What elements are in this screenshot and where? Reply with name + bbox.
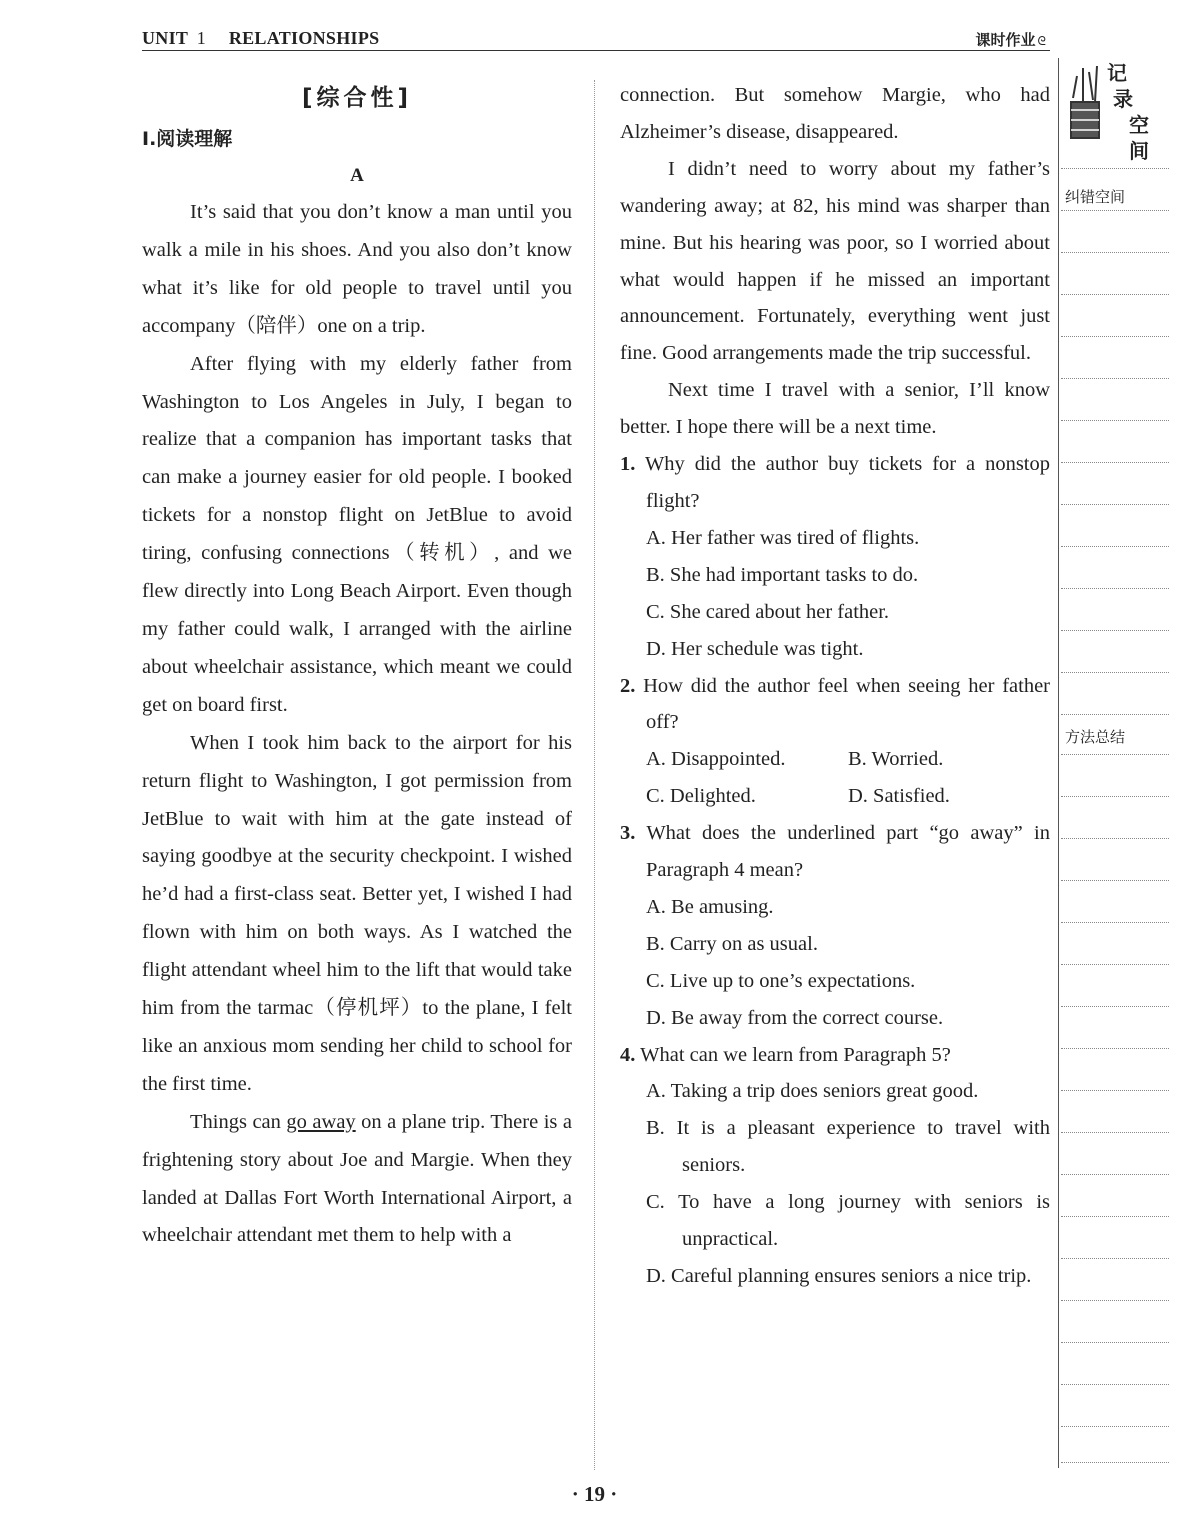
paragraph-2: After flying with my elderly father from Washington to Los Angeles in July, I began to realize that a companion has important tasks that can make a journey easier for old people. I booked tickets for a nonstop flight on JetBlue to avoid tiring, confusing connections（转机）, and we flew directly into Long Beach Airport. Even though my father could walk, I arranged with the airline about wheelchair assistance, which meant we could get on board first. bbox=[142, 352, 572, 716]
note-line bbox=[1061, 796, 1169, 797]
question-1-option-b: B. She had important tasks to do. bbox=[646, 563, 919, 586]
note-line bbox=[1061, 378, 1169, 379]
note-line bbox=[1061, 504, 1169, 505]
question-4-option-c: C. To have a long journey with seniors is unpractical. bbox=[646, 1191, 1050, 1251]
note-line bbox=[1061, 630, 1169, 631]
paragraph-6: Next time I travel with a senior, I’ll know better. I hope there will be a next time. bbox=[620, 379, 1050, 439]
paragraph-1: It’s said that you don’t know a man until you walk a mile in his shoes. And you also don’t know what it’s like for old people to travel until you accompany（陪伴）one on a trip. bbox=[142, 201, 572, 337]
logo-char-3: 空 bbox=[1129, 113, 1149, 137]
note-line bbox=[1061, 1216, 1169, 1217]
question-3-option-c: C. Live up to one’s expectations. bbox=[646, 969, 916, 992]
note-line bbox=[1061, 964, 1169, 965]
passage-letter: A bbox=[350, 165, 364, 186]
note-line bbox=[1061, 1384, 1169, 1385]
question-1-option-d: D. Her schedule was tight. bbox=[646, 637, 864, 660]
question-4-option-b: B. It is a pleasant experience to travel with seniors. bbox=[646, 1117, 1050, 1177]
note-line bbox=[1061, 880, 1169, 881]
note-line bbox=[1061, 546, 1169, 547]
note-line bbox=[1061, 1132, 1169, 1133]
note-line bbox=[1061, 210, 1169, 211]
notes-margin bbox=[1058, 58, 1171, 1468]
paragraph-5: I didn’t need to worry about my father’s wandering away; at 82, his mind was sharper than mine. But his hearing was poor, so I worried about what would happen if he missed an important announcement. Fortunately, everything went just fine. Good arrangements made the trip successful. bbox=[620, 157, 1050, 365]
note-line bbox=[1061, 1258, 1169, 1259]
question-2-options-row-1 bbox=[620, 741, 1050, 778]
question-3: 3. What does the underlined part “go away” in Paragraph 4 mean? bbox=[620, 822, 1050, 882]
swirl-icon: ᘓ bbox=[1037, 34, 1046, 48]
question-2-option-b: B. Worried. bbox=[848, 748, 944, 771]
question-2: 2. How did the author feel when seeing her father off? bbox=[620, 674, 1051, 734]
question-4: 4. What can we learn from Paragraph 5? bbox=[620, 1043, 951, 1066]
note-line bbox=[1061, 672, 1169, 673]
note-line bbox=[1061, 168, 1169, 169]
page-header bbox=[142, 26, 1050, 51]
note-line bbox=[1061, 1174, 1169, 1175]
paragraph-4-continued: connection. But somehow Margie, who had Alzheimer’s disease, disappeared. bbox=[620, 84, 1050, 143]
question-2-option-c: C. Delighted. bbox=[646, 785, 756, 808]
logo-char-4: 间 bbox=[1129, 139, 1149, 163]
note-line bbox=[1061, 336, 1169, 337]
note-line bbox=[1061, 294, 1169, 295]
unit-label: UNIT bbox=[142, 28, 188, 48]
homework-label: 课时作业 ᘓ bbox=[975, 31, 1046, 49]
part-title: Ⅰ.阅读理解 bbox=[142, 128, 233, 150]
column-divider bbox=[594, 80, 595, 1470]
page-number: · 19 · bbox=[571, 1482, 618, 1506]
underlined-phrase: go away bbox=[286, 1110, 356, 1133]
note-line bbox=[1061, 714, 1169, 715]
note-line bbox=[1061, 588, 1169, 589]
logo-char-1: 记 bbox=[1107, 61, 1127, 85]
paragraph-4: Things can go away on a plane trip. There is a frightening story about Joe and Margie. When they landed at Dallas Fort Worth International Airport, a wheelchair attendant met them to help with a bbox=[142, 1110, 572, 1247]
note-line bbox=[1061, 1462, 1169, 1463]
question-3-option-a: A. Be amusing. bbox=[646, 895, 774, 918]
section-title: [综合性] bbox=[301, 85, 413, 111]
question-1-option-c: C. She cared about her father. bbox=[646, 600, 890, 623]
note-line bbox=[1061, 1342, 1169, 1343]
unit-title: RELATIONSHIPS bbox=[228, 28, 380, 48]
question-3-option-d: D. Be away from the correct course. bbox=[646, 1006, 944, 1029]
left-column bbox=[142, 76, 572, 1255]
error-correction-label: 纠错空间 bbox=[1065, 188, 1126, 206]
note-line bbox=[1061, 1426, 1169, 1427]
question-4-option-a: A. Taking a trip does seniors great good. bbox=[646, 1080, 979, 1103]
note-line bbox=[1061, 1300, 1169, 1301]
note-line bbox=[1061, 922, 1169, 923]
paragraph-3: When I took him back to the airport for his return flight to Washington, I got permission from JetBlue to wait with him at the gate instead of saying goodbye at the security checkpoint. I wished he’d had a first-class seat. Better yet, I wished I had flown with him on both ways. As I watched the flight attendant wheel him to the lift that would take him from the tarmac（停机坪）to the plane, I felt like an anxious mom sending her child to school for the first time. bbox=[142, 731, 572, 1095]
note-line bbox=[1061, 462, 1169, 463]
note-line bbox=[1061, 420, 1169, 421]
note-line bbox=[1061, 1090, 1169, 1091]
note-line bbox=[1061, 1006, 1169, 1007]
question-2-option-a: A. Disappointed. bbox=[646, 748, 786, 771]
question-2-option-d: D. Satisfied. bbox=[848, 785, 950, 808]
note-line bbox=[1061, 252, 1169, 253]
unit-number: 1 bbox=[196, 28, 207, 48]
method-summary-label: 方法总结 bbox=[1065, 728, 1126, 746]
question-3-option-b: B. Carry on as usual. bbox=[646, 932, 818, 955]
question-4-option-d: D. Careful planning ensures seniors a nice trip. bbox=[646, 1265, 1032, 1287]
right-column bbox=[620, 77, 1050, 1295]
notes-logo bbox=[1063, 58, 1169, 164]
question-2-options-row-2 bbox=[620, 778, 1050, 815]
logo-char-2: 录 bbox=[1113, 87, 1133, 111]
unit-heading bbox=[142, 28, 379, 49]
note-line bbox=[1061, 754, 1169, 755]
question-1-option-a: A. Her father was tired of flights. bbox=[646, 526, 920, 549]
question-1: 1. Why did the author buy tickets for a nonstop flight? bbox=[620, 453, 1050, 512]
note-line bbox=[1061, 838, 1169, 839]
note-line bbox=[1061, 1048, 1169, 1049]
